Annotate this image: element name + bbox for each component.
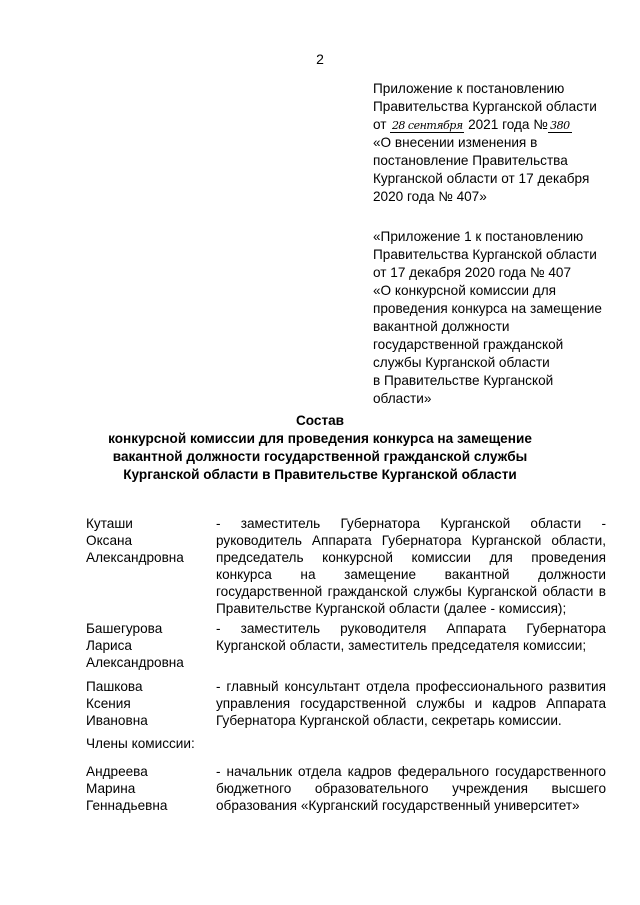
handwritten-number: 380 bbox=[548, 119, 572, 133]
member-description: - заместитель руководителя Аппарата Губернатора Курганской области, заместитель председателя комиссии; bbox=[216, 621, 606, 653]
surname: Андреева bbox=[86, 764, 148, 779]
title-line: конкурсной комиссии для проведения конкурса на замещение bbox=[108, 431, 532, 446]
surname: Пашкова bbox=[86, 679, 143, 694]
annex-line: вакантной должности bbox=[373, 319, 510, 334]
annex-line: Правительства Курганской области bbox=[373, 247, 597, 262]
annex-line: проведения конкурса на замещение bbox=[373, 301, 602, 316]
annex-line: Приложение к постановлению bbox=[373, 81, 565, 96]
surname: Куташи bbox=[86, 516, 133, 531]
date-prefix: от bbox=[373, 117, 387, 132]
annex-line: Курганской области от 17 декабря bbox=[373, 171, 590, 186]
annex-line: «О конкурсной комиссии для bbox=[373, 283, 556, 298]
patronymic: Александровна bbox=[86, 550, 184, 565]
member-name bbox=[86, 620, 206, 671]
annex-line: постановление Правительства bbox=[373, 153, 568, 168]
date-suffix: 2021 года № bbox=[468, 117, 548, 132]
title-line: Курганской области в Правительстве Курганской области bbox=[123, 467, 517, 482]
annex-line: службы Курганской области bbox=[373, 355, 550, 370]
annex-date-line bbox=[373, 116, 613, 134]
member-name bbox=[86, 763, 206, 814]
patronymic: Ивановна bbox=[86, 713, 148, 728]
annex-line: государственной гражданской bbox=[373, 337, 564, 352]
annex-line: в Правительстве Курганской bbox=[373, 373, 554, 388]
handwritten-date: 28 сентября bbox=[391, 119, 463, 132]
annex-line: от 17 декабря 2020 года № 407 bbox=[373, 265, 572, 280]
first-name: Марина bbox=[86, 781, 136, 796]
member-description: - заместитель Губернатора Курганской области - руководитель Аппарата Губернатора Курганской области, председатель конкурсной комиссии для проведения конкурса на замещение вакантной должности государственной гражданской службы Курганской области в Правительстве Курганской области (далее - комиссия); bbox=[216, 516, 606, 616]
members-label: Члены комиссии: bbox=[86, 736, 195, 751]
first-name: Ксения bbox=[86, 696, 131, 711]
annex-line: «О внесении изменения в bbox=[373, 135, 538, 150]
member-description: - главный консультант отдела профессионального развития управления государственной службы и кадров Аппарата Губернатора Курганской области, секретарь комиссии. bbox=[216, 679, 606, 728]
annex-line: «Приложение 1 к постановлению bbox=[373, 229, 584, 244]
first-name: Оксана bbox=[86, 533, 133, 548]
annex-block bbox=[373, 80, 613, 408]
first-name: Лариса bbox=[86, 638, 132, 653]
annex-line: 2020 года № 407» bbox=[373, 189, 487, 204]
patronymic: Александровна bbox=[86, 655, 184, 670]
page-number: 2 bbox=[316, 51, 324, 67]
annex-line: Правительства Курганской области bbox=[373, 99, 597, 114]
patronymic: Геннадьевна bbox=[86, 798, 168, 813]
member-name bbox=[86, 678, 206, 729]
title-line: вакантной должности государственной гражданской службы bbox=[112, 449, 528, 464]
surname: Башегурова bbox=[86, 621, 163, 636]
document-title bbox=[70, 412, 570, 484]
title-heading: Состав bbox=[295, 413, 345, 428]
member-description: - начальник отдела кадров федерального государственного бюджетного образовательного учреждения высшего образования «Курганский государственный университет» bbox=[216, 764, 606, 813]
member-name bbox=[86, 515, 206, 566]
annex-line: области» bbox=[373, 391, 432, 406]
